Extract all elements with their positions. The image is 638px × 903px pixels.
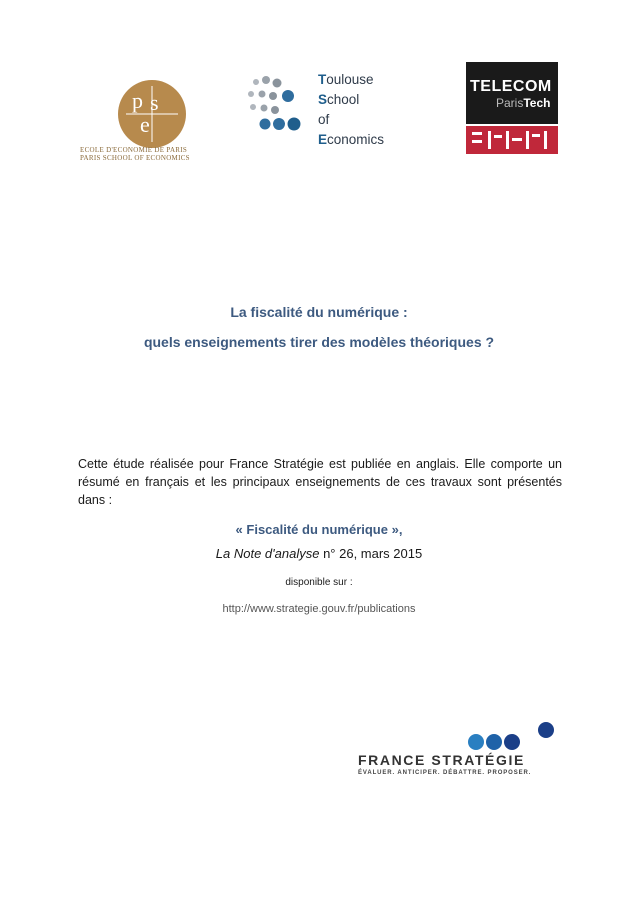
svg-text:s: s <box>150 90 159 115</box>
reference-series: La Note d'analyse <box>215 546 320 561</box>
tse-line-3: conomics <box>327 132 385 147</box>
telecom-red-block <box>466 126 558 154</box>
france-strategie-name: FRANCE STRATÉGIE <box>358 752 525 768</box>
reference-title: « Fiscalité du numérique », <box>235 522 403 537</box>
tse-cap-e: E <box>318 132 328 147</box>
tse-line-3-prefix: of <box>318 112 330 127</box>
document-title-line-1: La fiscalité du numérique : <box>230 304 408 320</box>
pse-line-1: ECOLE D'ECONOMIE DE PARIS <box>80 146 188 154</box>
telecom-pattern-icon <box>466 126 558 154</box>
telecom-paristech-logo <box>466 62 558 154</box>
publications-link[interactable]: http://www.strategie.gouv.fr/publications <box>222 603 416 615</box>
svg-text:e: e <box>140 112 150 137</box>
tse-cap-t: T <box>318 72 327 87</box>
tse-wordmark <box>318 70 394 150</box>
telecom-name: TELECOM <box>470 78 552 95</box>
reference-details: n° 26, mars 2015 <box>319 546 423 561</box>
pse-line-2: PARIS SCHOOL OF ECONOMICS <box>80 154 190 162</box>
tse-line-1: oulouse <box>326 72 374 87</box>
reference-note <box>0 546 638 561</box>
tse-dots-icon <box>244 72 314 134</box>
france-strategie-dots-icon <box>466 720 558 752</box>
tse-cap-s: S <box>318 92 328 107</box>
intro-paragraph: Cette étude réalisée pour France Stratégie est publiée en anglais. Elle comporte un résumé en français et les principaux enseignements de ces travaux sont présentés dans : <box>78 457 562 507</box>
svg-text:p: p <box>132 88 143 113</box>
tse-line-2: chool <box>327 92 360 107</box>
telecom-sub-tech: Tech <box>523 96 551 110</box>
available-label: disponible sur : <box>285 577 353 588</box>
telecom-subname <box>496 96 550 110</box>
document-title-line-2: quels enseignements tirer des modèles théoriques ? <box>143 334 495 350</box>
telecom-sub-paris: Paris <box>496 96 524 110</box>
france-strategie-tagline: ÉVALUER. ANTICIPER. DÉBATTRE. PROPOSER. <box>358 770 532 776</box>
telecom-black-block <box>466 62 558 124</box>
pse-logo <box>78 80 228 164</box>
france-strategie-logo <box>358 720 568 782</box>
tse-logo <box>244 66 394 147</box>
pse-wordmark <box>80 146 230 162</box>
pse-circle-emblem <box>118 80 186 148</box>
